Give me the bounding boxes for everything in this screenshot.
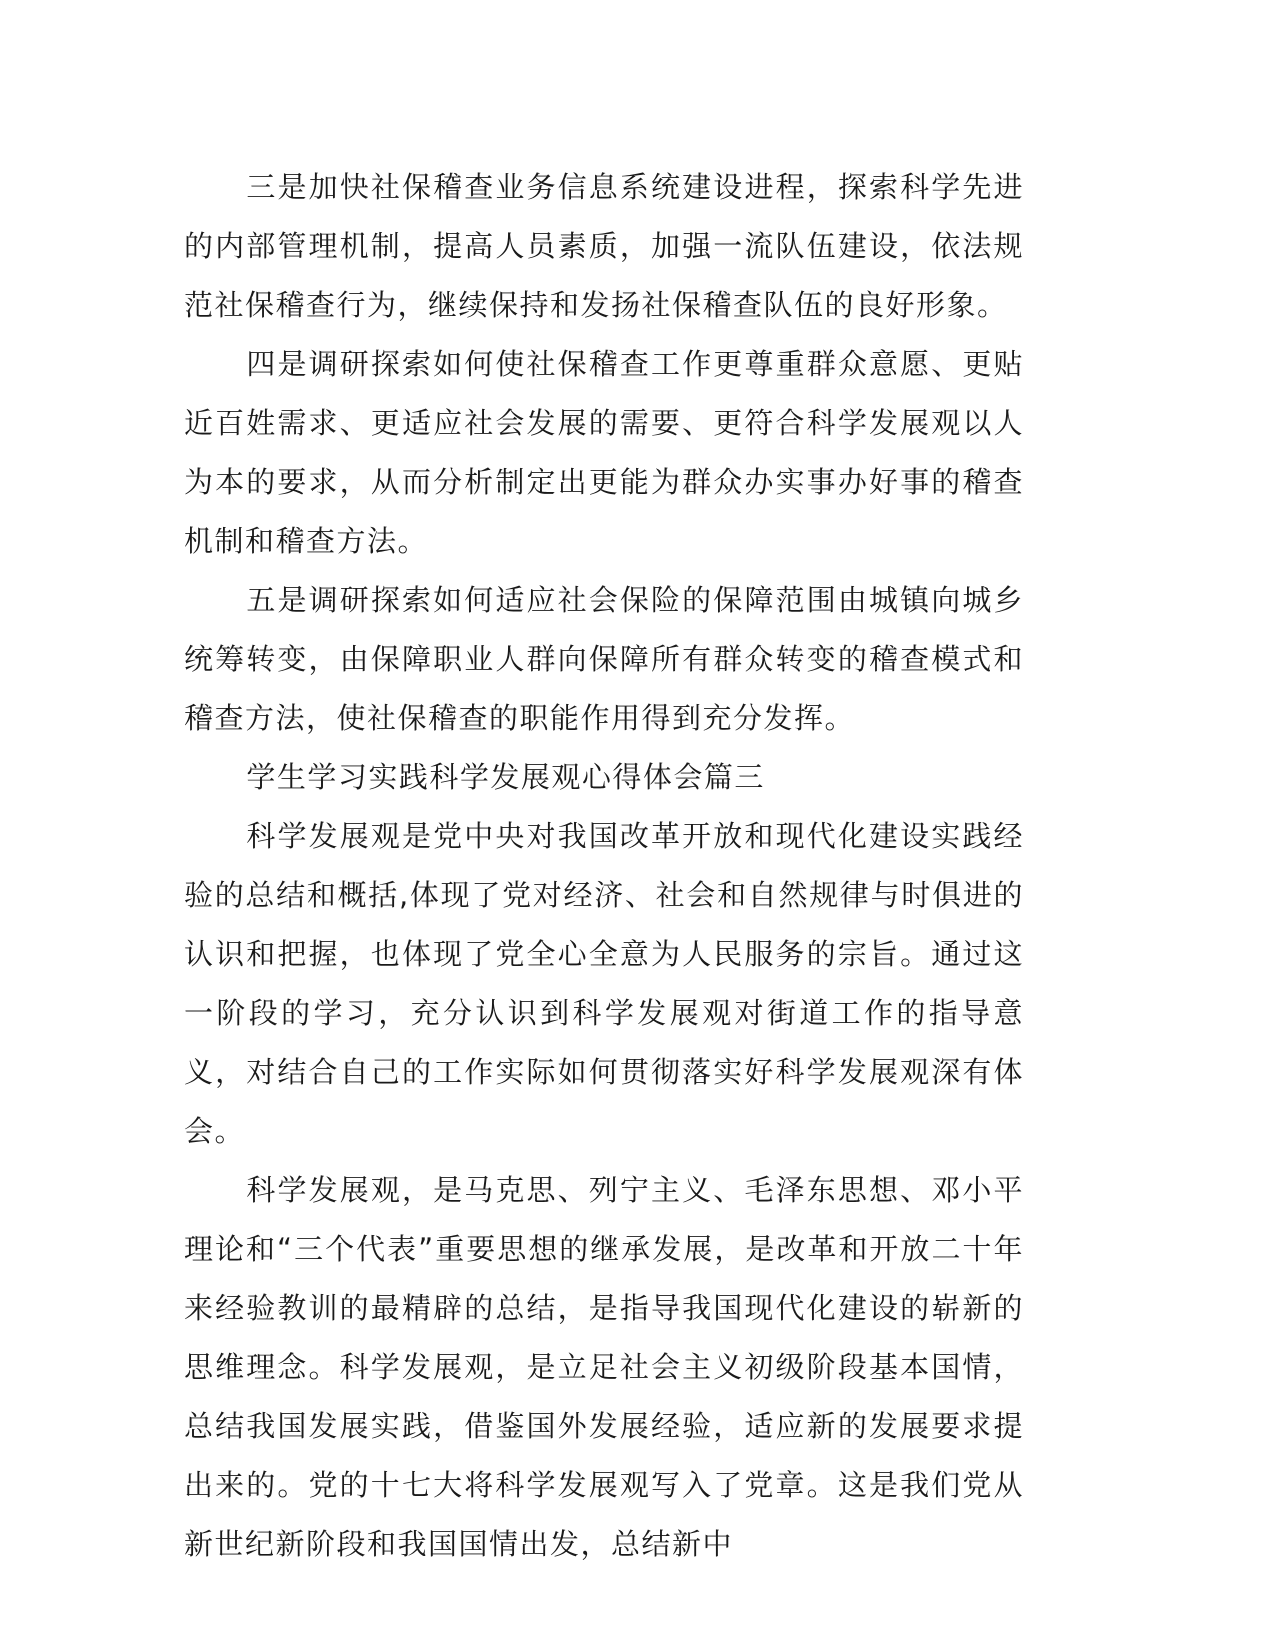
paragraph-3: 三是加快社保稽查业务信息系统建设进程，探索科学先进的内部管理机制，提高人员素质，加强一流队伍建设，依法规范社保稽查行为，继续保持和发扬社保稽查队伍的良好形象。 [184,170,1024,322]
paragraph-4: 四是调研探索如何使社保稽查工作更尊重群众意愿、更贴近百姓需求、更适应社会发展的需要、更符合科学发展观以人为本的要求，从而分析制定出更能为群众办实事办好事的稽查机制和稽查方法。 [184,347,1024,558]
paragraph-5: 五是调研探索如何适应社会保险的保障范围由城镇向城乡统筹转变，由保障职业人群向保障所有群众转变的稽查模式和稽查方法，使社保稽查的职能作用得到充分发挥。 [184,583,1024,735]
section-heading: 学生学习实践科学发展观心得体会篇三 [246,760,765,794]
section-paragraph-1: 科学发展观是党中央对我国改革开放和现代化建设实践经验的总结和概括,体现了党对经济、社会和自然规律与时俱进的认识和把握，也体现了党全心全意为人民服务的宗旨。通过这一阶段的学习，充分认识到科学发展观对街道工作的指导意义，对结合自己的工作实际如何贯彻落实好科学发展观深有体会。 [184,819,1024,1148]
document-body [184,158,1024,1574]
section-paragraph-2: 科学发展观，是马克思、列宁主义、毛泽东思想、邓小平理论和“三个代表”重要思想的继承发展，是改革和开放二十年来经验教训的最精辟的总结，是指导我国现代化建设的崭新的思维理念。科学发展观，是立足社会主义初级阶段基本国情，总结我国发展实践，借鉴国外发展经验，适应新的发展要求提出来的。党的十七大将科学发展观写入了党章。这是我们党从新世纪新阶段和我国国情出发，总结新中 [184,1173,1024,1561]
